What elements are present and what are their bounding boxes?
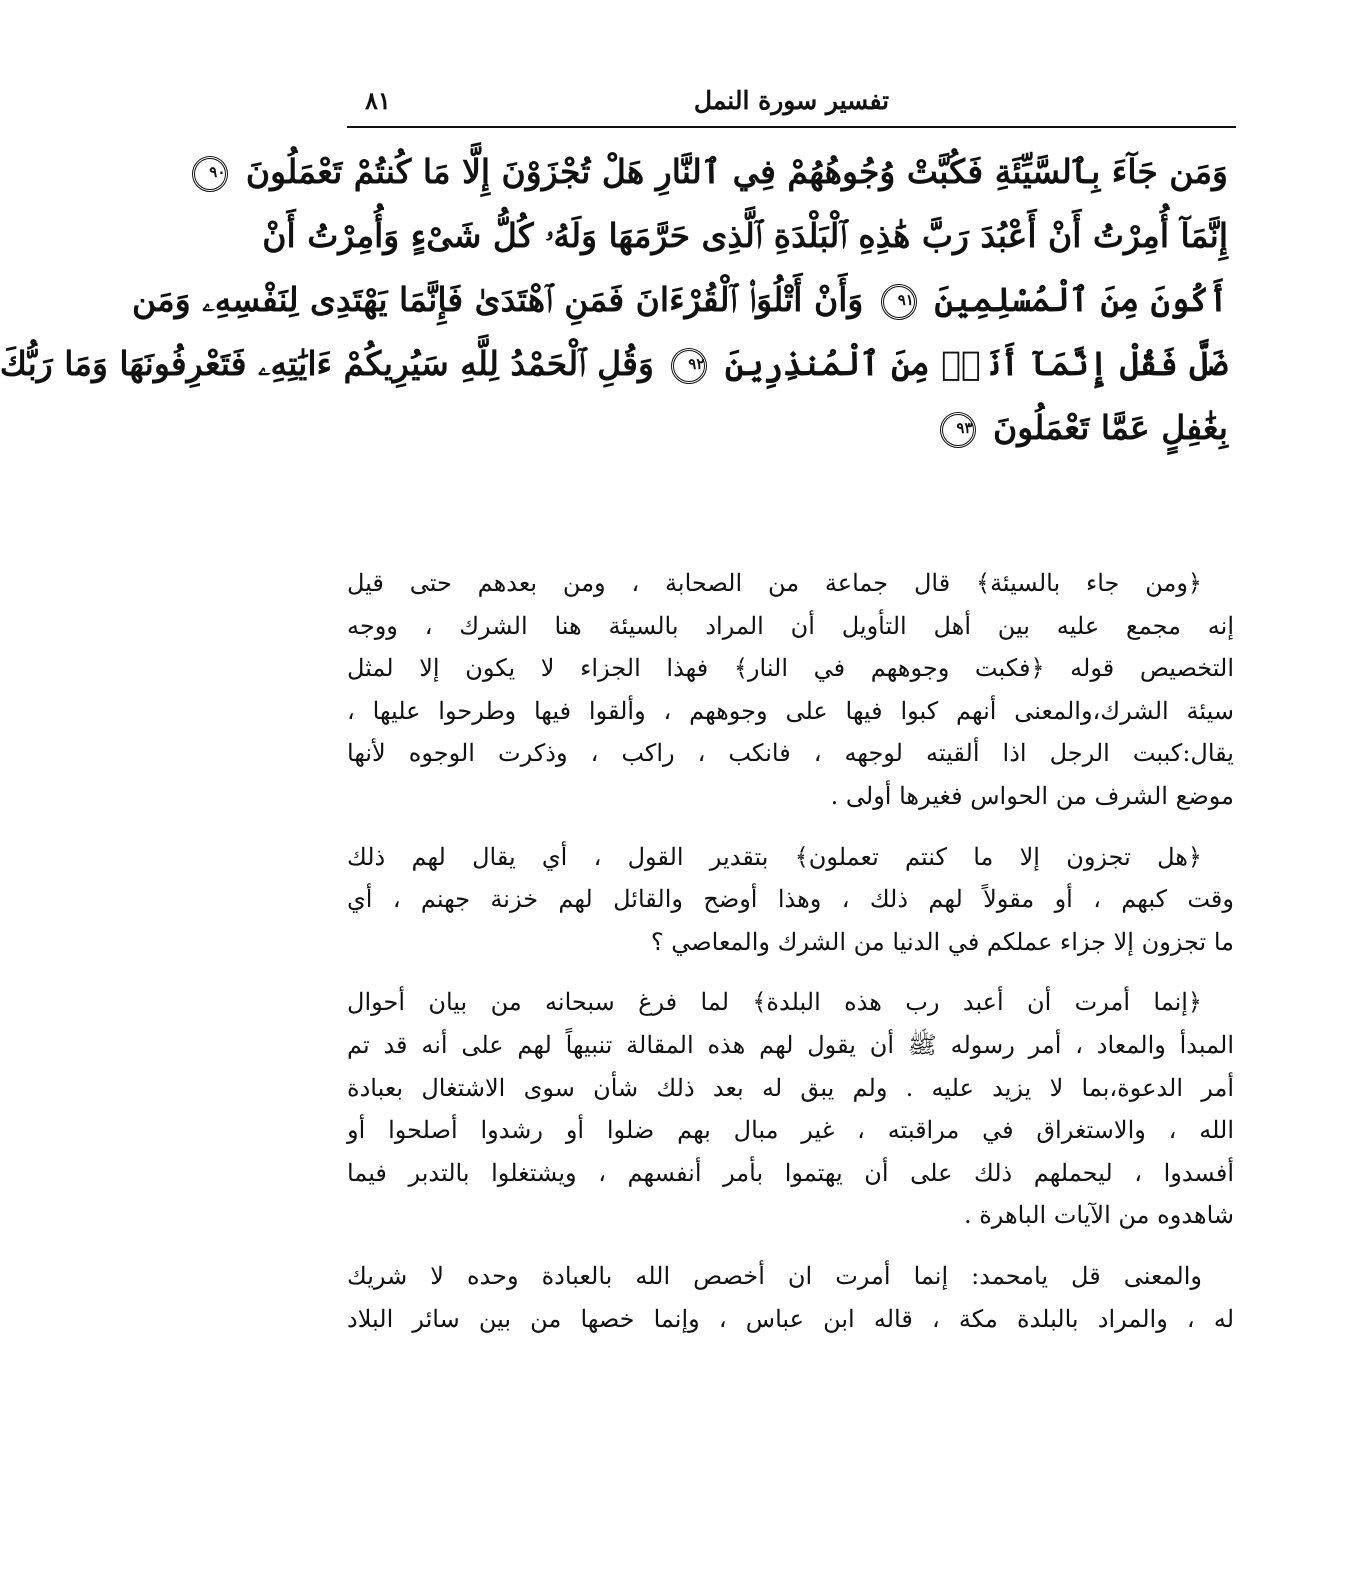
text-line: ما تجزون إلا جزاء عملكم في الدنيا من الشرك والمعاصي ؟ bbox=[650, 927, 1234, 956]
verse-text: بِغَٰفِلٍ عَمَّا تَعْمَلُونَ bbox=[993, 408, 1228, 447]
verse-line bbox=[0, 332, 1228, 396]
text-line: والمعنى قل يامحمد: إنما أمرت ان أخصص الله بالعبادة وحده لا شريك bbox=[347, 1261, 1202, 1290]
chapter-title: تفسير سورة النمل bbox=[693, 86, 890, 115]
verse-text: إِنَّمَآ أُمِرْتُ أَنْ أَعْبُدَ رَبَّ هَٰذِهِ ٱلْبَلْدَةِ ٱلَّذِى حَرَّمَهَا وَلَهُۥ كُلُّ شَىْءٍ وَأُمِرْتُ أَنْ bbox=[262, 216, 1228, 255]
verse-line bbox=[349, 396, 1228, 460]
text-line: التخصيص قوله ﴿فكبت وجوههم في النار﴾ فهذا الجزاء لا يكون إلا لمثل bbox=[347, 654, 1234, 683]
text-line: أفسدوا ، ليحملهم ذلك على أن يهتموا بأمر أنفسهم ، ويشتغلوا بالتدبر فيما bbox=[347, 1158, 1234, 1187]
text-line: ﴿إنما أمرت أن أعبد رب هذه البلدة﴾ لما فرغ سبحانه من بيان أحوال bbox=[347, 988, 1202, 1017]
text-line: إنه مجمع عليه بين أهل التأويل أن المراد بالسيئة هنا الشرك ، ووجه bbox=[347, 611, 1234, 640]
verse-text: وَأَنْ أَتْلُوَا۟ ٱلْقُرْءَانَ فَمَنِ ٱهْتَدَىٰ فَإِنَّمَا يَهْتَدِى لِنَفْسِهِۦ وَمَن bbox=[131, 280, 864, 319]
ayah-number-marker: ٩٢ bbox=[671, 348, 707, 384]
text-line: الله ، والاستغراق في مراقبته ، غير مبال بهم ضلوا أو رشدوا أصلحوا أو bbox=[347, 1116, 1234, 1145]
verse-line bbox=[131, 268, 1228, 332]
commentary-paragraph bbox=[347, 836, 1234, 964]
ayah-number-marker: ٩٠ bbox=[192, 156, 228, 192]
verse-text: وَمَن جَآءَ بِٱلسَّيِّئَةِ فَكُبَّتْ وُجُوهُهُمْ فِي ٱلنَّارِ هَلْ تُجْزَوْنَ إِلَّا مَا كُنتُمْ تَعْمَلُونَ bbox=[245, 152, 1228, 191]
verse-text: أَكُونَ مِنَ ٱلْمُسْلِمِينَ bbox=[934, 280, 1228, 319]
verse-text: وَقُلِ ٱلْحَمْدُ لِلَّهِ سَيُرِيكُمْ ءَايَٰتِهِۦ فَتَعْرِفُونَهَا وَمَا رَبُّكَ bbox=[0, 344, 654, 383]
text-line: المبدأ والمعاد ، أمر رسوله ﷺ أن يقول لهم هذه المقالة تنبيهاً لهم على أنه قد تم bbox=[347, 1030, 1234, 1059]
text-line: يقال:كببت الرجل اذا ألقيته لوجهه ، فانكب ، راكب ، وذكرت الوجوه لأنها bbox=[347, 739, 1234, 768]
commentary-paragraph bbox=[347, 981, 1234, 1237]
text-line: شاهدوه من الآيات الباهرة . bbox=[963, 1201, 1234, 1230]
ayah-number-marker: ٩١ bbox=[881, 284, 917, 320]
commentary-paragraph bbox=[347, 1255, 1234, 1340]
commentary-paragraph bbox=[347, 562, 1234, 818]
quran-verses-block bbox=[0, 140, 1228, 460]
text-line: له ، والمراد بالبلدة مكة ، قاله ابن عباس ، وإنما خصها من بين سائر البلاد bbox=[347, 1304, 1235, 1333]
text-line: موضع الشرف من الحواس فغيرها أولى . bbox=[830, 781, 1234, 810]
ayah-number-marker: ٩٣ bbox=[940, 412, 976, 448]
text-line: سيئة الشرك،والمعنى أنهم كبوا فيها على وجوههم ، وألقوا فيها وطرحوا عليها ، bbox=[347, 696, 1234, 725]
verse-line bbox=[262, 204, 1228, 268]
verse-text: ضَلَّ فَقُلْ إِنَّمَآ أَنَا۠ مِنَ ٱلْمُنذِرِينَ bbox=[724, 344, 1228, 383]
text-line: وقت كبهم ، أو مقولاً لهم ذلك ، وهذا أوضح والقائل لهم خزنة جهنم ، أي bbox=[347, 885, 1234, 914]
running-header bbox=[347, 86, 1236, 128]
page-number: ٨١ bbox=[365, 86, 391, 115]
text-line: أمر الدعوة،بما لا يزيد عليه . ولم يبق له بعد ذلك شأن سوى الاشتغال بعبادة bbox=[347, 1073, 1234, 1102]
commentary-body bbox=[347, 562, 1234, 1358]
text-line: ﴿ومن جاء بالسيئة﴾ قال جماعة من الصحابة ، ومن بعدهم حتى قيل bbox=[347, 569, 1202, 597]
verse-line bbox=[209, 140, 1228, 204]
text-line: ﴿هل تجزون إلا ما كنتم تعملون﴾ بتقدير القول ، أي يقال لهم ذلك bbox=[347, 842, 1202, 871]
